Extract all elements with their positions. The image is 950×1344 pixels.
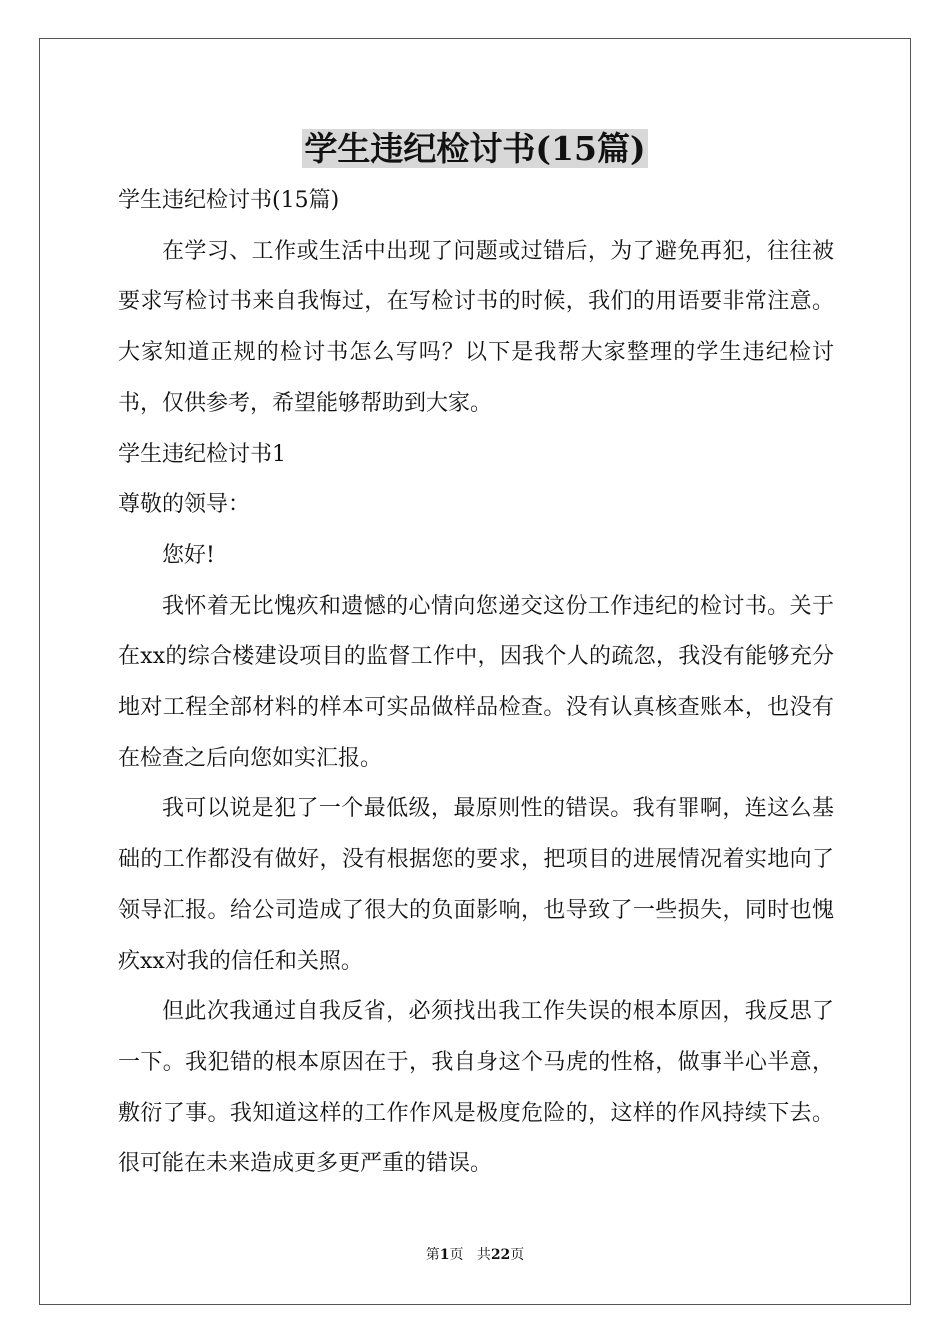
total-pages: 22 <box>490 1247 511 1263</box>
salutation: 尊敬的领导： <box>118 492 251 518</box>
page-prefix: 第 <box>425 1247 440 1263</box>
page-suffix: 页 <box>449 1247 464 1263</box>
page-footer <box>0 1245 950 1265</box>
page-number: 1 <box>439 1247 450 1263</box>
total-prefix: 共 <box>476 1247 491 1263</box>
greeting: 您好! <box>162 542 215 568</box>
subtitle-line: 学生违纪检讨书(15篇) <box>118 188 340 213</box>
document-body <box>118 176 834 1190</box>
document-title-text: 学生违纪检讨书(15篇) <box>304 129 646 168</box>
document-title <box>0 124 950 174</box>
body-paragraph: 我可以说是犯了一个最低级，最原则性的错误。我有罪啊，连这么基础的工作都没有做好，没有根据您的要求，把项目的进展情况着实地向了领导汇报。给公司造成了很大的负面影响，也导致了一些损失，同时也愧疚xx对我的信任和关照。 <box>118 796 834 974</box>
intro-paragraph: 在学习、工作或生活中出现了问题或过错后，为了避免再犯，往往被要求写检讨书来自我悔过，在写检讨书的时候，我们的用语要非常注意。大家知道正规的检讨书怎么写吗？以下是我帮大家整理的学生违纪检讨书，仅供参考，希望能够帮助到大家。 <box>118 238 834 416</box>
total-suffix: 页 <box>510 1247 525 1263</box>
section-heading: 学生违纪检讨书1 <box>118 441 286 467</box>
body-paragraph: 但此次我通过自我反省，必须找出我工作失误的根本原因，我反思了一下。我犯错的根本原因在于，我自身这个马虎的性格，做事半心半意，敷衍了事。我知道这样的工作作风是极度危险的，这样的作风持续下去。很可能在未来造成更多更严重的错误。 <box>118 999 834 1177</box>
body-paragraph: 我怀着无比愧疚和遗憾的心情向您递交这份工作违纪的检讨书。关于在xx的综合楼建设项目的监督工作中，因我个人的疏忽，我没有能够充分地对工程全部材料的样本可实品做样品检查。没有认真核查账本，也没有在检查之后向您如实汇报。 <box>118 593 834 771</box>
